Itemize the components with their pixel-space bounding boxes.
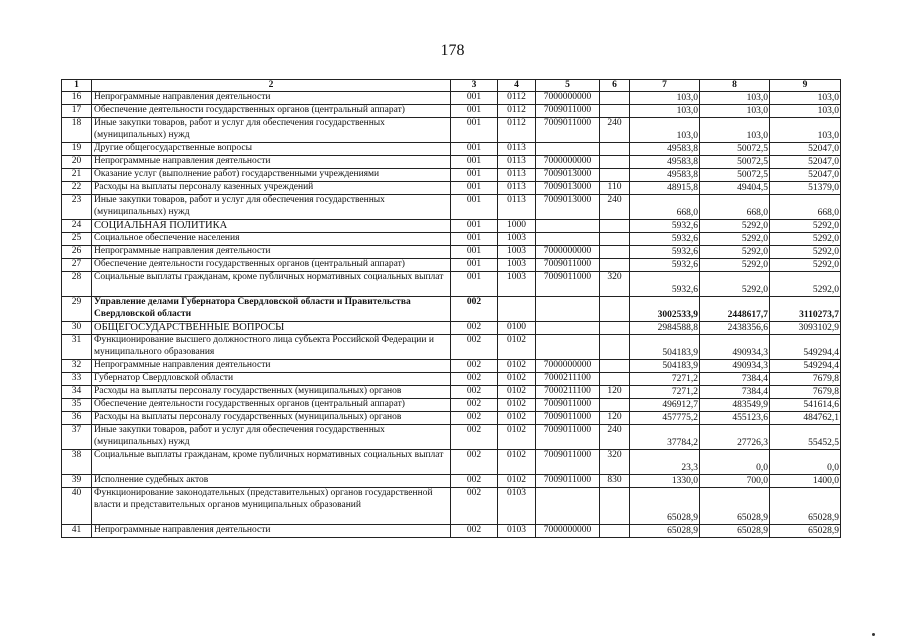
code-expense-type: 120: [600, 412, 630, 425]
code-section: 0113: [498, 195, 536, 220]
amount-col8: 27726,3: [700, 425, 770, 450]
code-section: 0102: [498, 360, 536, 373]
row-name: Исполнение судебных актов: [92, 475, 451, 488]
header-cell: 1: [62, 80, 92, 92]
row-number: 41: [62, 525, 92, 538]
amount-col8: 103,0: [700, 92, 770, 105]
amount-col8: 49404,5: [700, 182, 770, 195]
amount-col7: 103,0: [630, 105, 700, 118]
amount-col9: 7679,8: [770, 386, 841, 399]
row-name: Непрограммные направления деятельности: [92, 92, 451, 105]
code-section: 0102: [498, 412, 536, 425]
code-section: 0112: [498, 105, 536, 118]
row-name: Непрограммные направления деятельности: [92, 246, 451, 259]
code-expense-type: [600, 156, 630, 169]
amount-col7: 7271,2: [630, 386, 700, 399]
amount-col9: 7679,8: [770, 373, 841, 386]
code-admin: 002: [451, 360, 498, 373]
code-section: 1000: [498, 220, 536, 233]
row-number: 32: [62, 360, 92, 373]
code-section: 0102: [498, 450, 536, 475]
amount-col7: 5932,6: [630, 246, 700, 259]
table-row: [62, 322, 841, 335]
header-row: [62, 80, 841, 92]
header-cell: 2: [92, 80, 451, 92]
code-target: [536, 233, 600, 246]
amount-col7: 103,0: [630, 118, 700, 143]
code-expense-type: 320: [600, 272, 630, 297]
amount-col8: 50072,5: [700, 156, 770, 169]
code-expense-type: [600, 259, 630, 272]
row-number: 35: [62, 399, 92, 412]
row-number: 29: [62, 297, 92, 322]
code-expense-type: [600, 92, 630, 105]
code-admin: 002: [451, 525, 498, 538]
amount-col7: 5932,6: [630, 259, 700, 272]
amount-col7: 1330,0: [630, 475, 700, 488]
code-admin: 001: [451, 259, 498, 272]
code-target: 7009013000: [536, 182, 600, 195]
amount-col9: 55452,5: [770, 425, 841, 450]
code-target: 7000000000: [536, 525, 600, 538]
amount-col9: 52047,0: [770, 169, 841, 182]
code-admin: 002: [451, 399, 498, 412]
code-target: 7009011000: [536, 475, 600, 488]
amount-col8: 7384,4: [700, 386, 770, 399]
table-row: [62, 272, 841, 297]
row-number: 21: [62, 169, 92, 182]
row-number: 33: [62, 373, 92, 386]
code-admin: 001: [451, 118, 498, 143]
code-section: 1003: [498, 259, 536, 272]
code-admin: 002: [451, 335, 498, 360]
row-number: 40: [62, 488, 92, 525]
amount-col9: 103,0: [770, 118, 841, 143]
row-number: 37: [62, 425, 92, 450]
header-cell: 5: [536, 80, 600, 92]
code-admin: 002: [451, 450, 498, 475]
code-target: 7009011000: [536, 412, 600, 425]
code-section: 0103: [498, 488, 536, 525]
amount-col8: 483549,9: [700, 399, 770, 412]
code-admin: 002: [451, 412, 498, 425]
code-target: [536, 322, 600, 335]
table-row: [62, 386, 841, 399]
amount-col7: 7271,2: [630, 373, 700, 386]
code-expense-type: [600, 220, 630, 233]
table-row: [62, 246, 841, 259]
amount-col7: 504183,9: [630, 360, 700, 373]
row-name: Расходы на выплаты персоналу государственных (муниципальных) органов: [92, 386, 451, 399]
amount-col8: 700,0: [700, 475, 770, 488]
amount-col8: 5292,0: [700, 246, 770, 259]
header-cell: 7: [630, 80, 700, 92]
amount-col9: 5292,0: [770, 272, 841, 297]
row-name: Оказание услуг (выполнение работ) государственными учреждениями: [92, 169, 451, 182]
code-admin: 002: [451, 373, 498, 386]
code-admin: 001: [451, 169, 498, 182]
row-number: 39: [62, 475, 92, 488]
amount-col9: 52047,0: [770, 156, 841, 169]
amount-col8: 490934,3: [700, 335, 770, 360]
amount-col7: 3002533,9: [630, 297, 700, 322]
code-section: 0113: [498, 156, 536, 169]
table-row: [62, 335, 841, 360]
amount-col9: 549294,4: [770, 335, 841, 360]
amount-col9: 5292,0: [770, 259, 841, 272]
row-number: 20: [62, 156, 92, 169]
row-name: Обеспечение деятельности государственных органов (центральный аппарат): [92, 399, 451, 412]
row-name: Губернатор Свердловской области: [92, 373, 451, 386]
code-target: 7000000000: [536, 156, 600, 169]
amount-col9: 65028,9: [770, 525, 841, 538]
header-cell: 9: [770, 80, 841, 92]
code-target: 7009013000: [536, 195, 600, 220]
code-admin: 001: [451, 246, 498, 259]
code-section: [498, 297, 536, 322]
amount-col7: 457775,2: [630, 412, 700, 425]
row-number: 31: [62, 335, 92, 360]
code-admin: 001: [451, 272, 498, 297]
code-target: 7009011000: [536, 425, 600, 450]
code-admin: 001: [451, 105, 498, 118]
amount-col9: 3110273,7: [770, 297, 841, 322]
row-number: 28: [62, 272, 92, 297]
table-row: [62, 195, 841, 220]
code-target: 7009013000: [536, 169, 600, 182]
code-section: 0102: [498, 425, 536, 450]
code-admin: 002: [451, 297, 498, 322]
amount-col8: 103,0: [700, 118, 770, 143]
code-admin: 001: [451, 143, 498, 156]
code-admin: 002: [451, 488, 498, 525]
row-name: Иные закупки товаров, работ и услуг для обеспечения государственных (муниципальных) нужд: [92, 195, 451, 220]
code-expense-type: [600, 335, 630, 360]
amount-col7: 103,0: [630, 92, 700, 105]
row-name: СОЦИАЛЬНАЯ ПОЛИТИКА: [92, 220, 451, 233]
amount-col8: 65028,9: [700, 488, 770, 525]
code-expense-type: [600, 297, 630, 322]
code-admin: 002: [451, 425, 498, 450]
amount-col8: 5292,0: [700, 259, 770, 272]
table-row: [62, 399, 841, 412]
code-admin: 001: [451, 195, 498, 220]
amount-col9: 3093102,9: [770, 322, 841, 335]
row-name: Расходы на выплаты персоналу казенных учреждений: [92, 182, 451, 195]
code-target: 7009011000: [536, 118, 600, 143]
header-cell: 4: [498, 80, 536, 92]
table-body: [62, 92, 841, 538]
code-expense-type: [600, 373, 630, 386]
amount-col7: 65028,9: [630, 488, 700, 525]
code-target: 7009011000: [536, 399, 600, 412]
amount-col7: 65028,9: [630, 525, 700, 538]
amount-col8: 668,0: [700, 195, 770, 220]
scan-mark: [872, 633, 875, 636]
row-number: 24: [62, 220, 92, 233]
code-target: 7009011000: [536, 450, 600, 475]
code-expense-type: [600, 143, 630, 156]
row-number: 27: [62, 259, 92, 272]
row-number: 38: [62, 450, 92, 475]
amount-col7: 49583,8: [630, 169, 700, 182]
amount-col9: 541614,6: [770, 399, 841, 412]
amount-col7: 49583,8: [630, 143, 700, 156]
table-row: [62, 182, 841, 195]
row-number: 25: [62, 233, 92, 246]
code-target: 7009011000: [536, 105, 600, 118]
header-cell: 3: [451, 80, 498, 92]
amount-col7: 48915,8: [630, 182, 700, 195]
amount-col7: 5932,6: [630, 233, 700, 246]
code-expense-type: 110: [600, 182, 630, 195]
row-name: Непрограммные направления деятельности: [92, 360, 451, 373]
row-name: Обеспечение деятельности государственных органов (центральный аппарат): [92, 105, 451, 118]
code-expense-type: [600, 169, 630, 182]
row-name: Расходы на выплаты персоналу государственных (муниципальных) органов: [92, 412, 451, 425]
row-name: Функционирование законодательных (представительных) органов государственной власти и представительных органов муниципальных образований: [92, 488, 451, 525]
code-expense-type: 240: [600, 118, 630, 143]
row-name: Функционирование высшего должностного лица субъекта Российской Федерации и муниципального образования: [92, 335, 451, 360]
code-section: 1003: [498, 246, 536, 259]
header-cell: 6: [600, 80, 630, 92]
table-row: [62, 220, 841, 233]
amount-col7: 668,0: [630, 195, 700, 220]
code-expense-type: 240: [600, 195, 630, 220]
page-number: 178: [440, 42, 465, 59]
amount-col8: 7384,4: [700, 373, 770, 386]
table-row: [62, 360, 841, 373]
table-row: [62, 259, 841, 272]
code-expense-type: [600, 525, 630, 538]
code-section: 1003: [498, 233, 536, 246]
code-target: [536, 220, 600, 233]
code-target: [536, 335, 600, 360]
row-number: 17: [62, 105, 92, 118]
code-target: 7000211100: [536, 373, 600, 386]
table-row: [62, 143, 841, 156]
code-admin: 001: [451, 233, 498, 246]
amount-col8: 65028,9: [700, 525, 770, 538]
table-row: [62, 373, 841, 386]
code-expense-type: 830: [600, 475, 630, 488]
amount-col8: 455123,6: [700, 412, 770, 425]
amount-col8: 0,0: [700, 450, 770, 475]
row-number: 26: [62, 246, 92, 259]
code-target: 7000000000: [536, 246, 600, 259]
code-section: 0113: [498, 169, 536, 182]
row-number: 36: [62, 412, 92, 425]
amount-col9: 0,0: [770, 450, 841, 475]
code-expense-type: [600, 322, 630, 335]
table-row: [62, 156, 841, 169]
amount-col9: 103,0: [770, 92, 841, 105]
code-section: 0112: [498, 92, 536, 105]
amount-col8: 2438356,6: [700, 322, 770, 335]
amount-col7: 5932,6: [630, 272, 700, 297]
code-expense-type: [600, 399, 630, 412]
code-target: [536, 143, 600, 156]
code-admin: 001: [451, 156, 498, 169]
amount-col7: 23,3: [630, 450, 700, 475]
code-target: 7000000000: [536, 92, 600, 105]
row-number: 34: [62, 386, 92, 399]
amount-col7: 49583,8: [630, 156, 700, 169]
code-section: 0102: [498, 399, 536, 412]
table-row: [62, 450, 841, 475]
amount-col9: 668,0: [770, 195, 841, 220]
amount-col8: 5292,0: [700, 272, 770, 297]
table-row: [62, 475, 841, 488]
code-expense-type: [600, 105, 630, 118]
amount-col7: 504183,9: [630, 335, 700, 360]
table-row: [62, 425, 841, 450]
table-row: [62, 118, 841, 143]
row-number: 30: [62, 322, 92, 335]
code-target: [536, 297, 600, 322]
code-section: 0102: [498, 475, 536, 488]
table-row: [62, 233, 841, 246]
row-number: 23: [62, 195, 92, 220]
code-section: 0113: [498, 143, 536, 156]
code-section: 0113: [498, 182, 536, 195]
code-section: 0100: [498, 322, 536, 335]
row-name: Иные закупки товаров, работ и услуг для обеспечения государственных (муниципальных) нужд: [92, 425, 451, 450]
code-target: 7009011000: [536, 272, 600, 297]
row-number: 16: [62, 92, 92, 105]
row-name: Социальные выплаты гражданам, кроме публичных нормативных социальных выплат: [92, 450, 451, 475]
table-row: [62, 92, 841, 105]
amount-col7: 37784,2: [630, 425, 700, 450]
row-name: Иные закупки товаров, работ и услуг для обеспечения государственных (муниципальных) нужд: [92, 118, 451, 143]
code-section: 0103: [498, 525, 536, 538]
amount-col9: 5292,0: [770, 220, 841, 233]
code-admin: 001: [451, 92, 498, 105]
amount-col7: 2984588,8: [630, 322, 700, 335]
table-row: [62, 169, 841, 182]
amount-col8: 103,0: [700, 105, 770, 118]
amount-col8: 2448617,7: [700, 297, 770, 322]
code-expense-type: 320: [600, 450, 630, 475]
header-cell: 8: [700, 80, 770, 92]
amount-col8: 5292,0: [700, 220, 770, 233]
row-name: ОБЩЕГОСУДАРСТВЕННЫЕ ВОПРОСЫ: [92, 322, 451, 335]
amount-col7: 5932,6: [630, 220, 700, 233]
amount-col9: 51379,0: [770, 182, 841, 195]
amount-col7: 496912,7: [630, 399, 700, 412]
amount-col8: 50072,5: [700, 143, 770, 156]
amount-col8: 490934,3: [700, 360, 770, 373]
code-admin: 001: [451, 182, 498, 195]
row-number: 19: [62, 143, 92, 156]
amount-col8: 50072,5: [700, 169, 770, 182]
code-admin: 002: [451, 322, 498, 335]
budget-table: [61, 79, 841, 538]
code-section: 0112: [498, 118, 536, 143]
code-target: 7009011000: [536, 259, 600, 272]
code-section: 0102: [498, 386, 536, 399]
code-admin: 001: [451, 220, 498, 233]
code-section: 0102: [498, 373, 536, 386]
amount-col9: 65028,9: [770, 488, 841, 525]
row-name: Социальное обеспечение населения: [92, 233, 451, 246]
amount-col9: 5292,0: [770, 233, 841, 246]
code-expense-type: [600, 360, 630, 373]
amount-col8: 5292,0: [700, 233, 770, 246]
amount-col9: 484762,1: [770, 412, 841, 425]
code-expense-type: [600, 233, 630, 246]
code-target: 7000000000: [536, 360, 600, 373]
code-target: [536, 488, 600, 525]
code-expense-type: [600, 488, 630, 525]
code-section: 0102: [498, 335, 536, 360]
table-row: [62, 525, 841, 538]
row-name: Другие общегосударственные вопросы: [92, 143, 451, 156]
amount-col9: 52047,0: [770, 143, 841, 156]
amount-col9: 103,0: [770, 105, 841, 118]
code-admin: 002: [451, 386, 498, 399]
row-name: Непрограммные направления деятельности: [92, 156, 451, 169]
table-row: [62, 412, 841, 425]
table-row: [62, 105, 841, 118]
code-target: 7000211100: [536, 386, 600, 399]
code-section: 1003: [498, 272, 536, 297]
amount-col9: 5292,0: [770, 246, 841, 259]
code-expense-type: 120: [600, 386, 630, 399]
amount-col9: 549294,4: [770, 360, 841, 373]
row-number: 22: [62, 182, 92, 195]
table-row: [62, 488, 841, 525]
row-name: Управление делами Губернатора Свердловской области и Правительства Свердловской области: [92, 297, 451, 322]
row-name: Социальные выплаты гражданам, кроме публичных нормативных социальных выплат: [92, 272, 451, 297]
code-expense-type: [600, 246, 630, 259]
code-admin: 002: [451, 475, 498, 488]
code-expense-type: 240: [600, 425, 630, 450]
table-row: [62, 297, 841, 322]
row-name: Непрограммные направления деятельности: [92, 525, 451, 538]
amount-col9: 1400,0: [770, 475, 841, 488]
row-name: Обеспечение деятельности государственных органов (центральный аппарат): [92, 259, 451, 272]
row-number: 18: [62, 118, 92, 143]
